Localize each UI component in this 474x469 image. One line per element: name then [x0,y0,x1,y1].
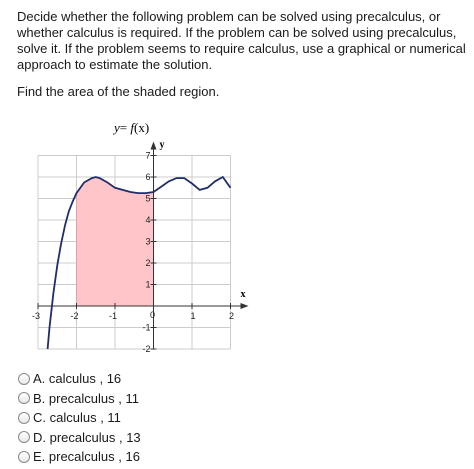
x-tick-label: 2 [228,311,235,321]
y-tick-label: 1 [145,279,151,290]
y-tick-label: 3 [145,236,151,247]
y-tick-label: -2 [142,344,151,354]
x-tick-label: 1 [190,311,196,321]
graph-svg [22,118,252,358]
y-tick-label: 5 [145,193,151,204]
y-tick-label: 6 [145,172,151,182]
x-tick-label: -2 [70,311,79,321]
radio-icon[interactable] [18,392,30,404]
x-tick-label: -3 [31,311,41,321]
option-label: C. calculus , 11 [33,410,121,426]
graph-title-f: f [130,120,134,135]
graph-title-y: y [114,120,120,135]
y-axis-label: y [159,139,165,151]
option-label: B. precalculus , 11 [33,390,139,406]
graph-title [112,120,149,135]
y-tick-label: 7 [145,150,151,161]
radio-icon[interactable] [18,451,30,463]
option-a[interactable] [18,369,141,389]
shaded-region [77,177,154,306]
option-b[interactable] [18,389,141,409]
option-c[interactable] [18,408,141,428]
graph-title-arg: (x) [134,120,150,135]
answer-options [18,369,141,467]
question-instructions: Decide whether the following problem can be solved using precalculus, or whether calculus is required. If the problem can be solved using precalculus, solve it. If the problem seems to require calculus, use a graphical or numerical approach to estimate the solution. [17,9,466,72]
option-d[interactable] [18,428,141,448]
option-e[interactable] [18,447,141,467]
x-axis-arrow-icon [241,303,249,309]
x-axis-label: x [240,289,246,300]
graph-title-equals: = [119,120,131,135]
y-tick-label: 2 [145,258,151,268]
option-label: A. calculus , 16 [33,371,122,387]
question-prompt: Find the area of the shaded region. [17,84,220,99]
y-axis-arrow-icon [151,142,157,150]
radio-icon[interactable] [18,412,30,424]
x-tick-label: -1 [108,311,118,321]
radio-icon[interactable] [18,373,30,385]
option-label: D. precalculus , 13 [33,429,141,445]
y-tick-label: -1 [142,322,151,333]
radio-icon[interactable] [18,431,30,443]
option-label: E. precalculus , 16 [33,449,140,465]
x-tick-label: 0 [149,310,156,320]
function-graph [22,118,252,358]
y-tick-label: 4 [145,215,151,225]
